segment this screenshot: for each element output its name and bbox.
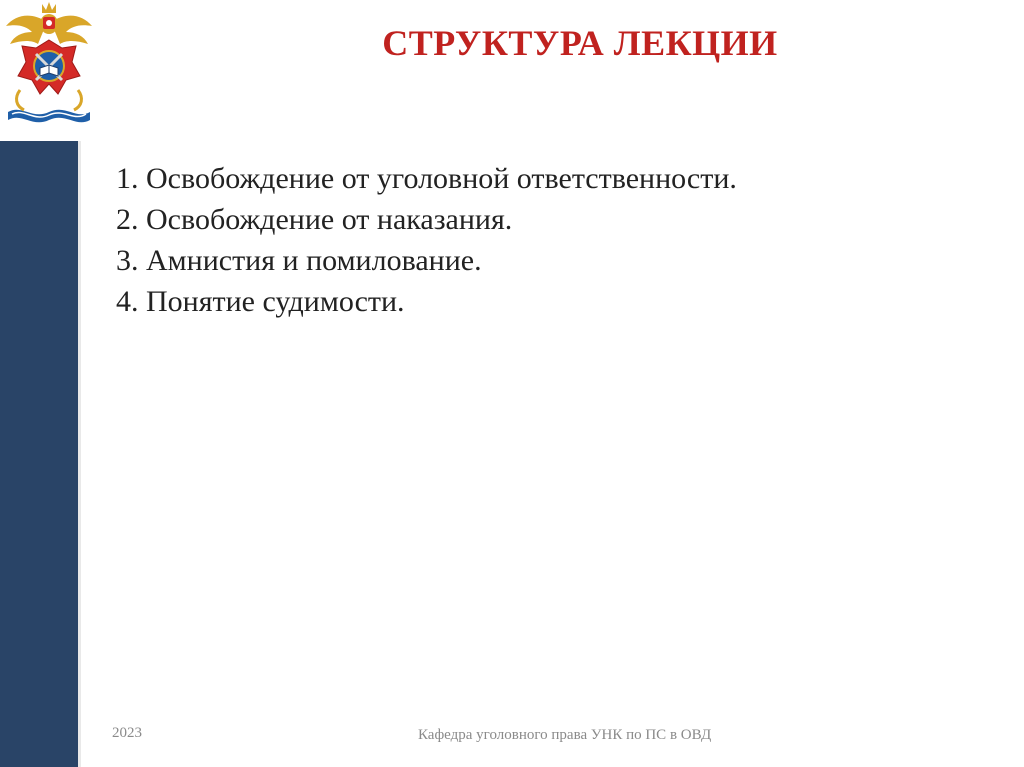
- footer-department: Кафедра уголовного права УНК по ПС в ОВД: [418, 727, 712, 743]
- mvd-university-emblem-icon: [2, 0, 96, 134]
- outline-item-2: 2. Освобождение от наказания.: [116, 203, 513, 236]
- slide-title: СТРУКТУРА ЛЕКЦИИ: [382, 23, 778, 63]
- outline-item-4: 4. Понятие судимости.: [116, 285, 405, 318]
- lecture-outline: [116, 158, 737, 322]
- sidebar-bar: [0, 141, 78, 767]
- footer-year: 2023: [112, 725, 142, 741]
- sidebar-edge: [78, 141, 81, 767]
- outline-item-1: 1. Освобождение от уголовной ответственности.: [116, 162, 737, 195]
- outline-item-3: 3. Амнистия и помилование.: [116, 244, 482, 277]
